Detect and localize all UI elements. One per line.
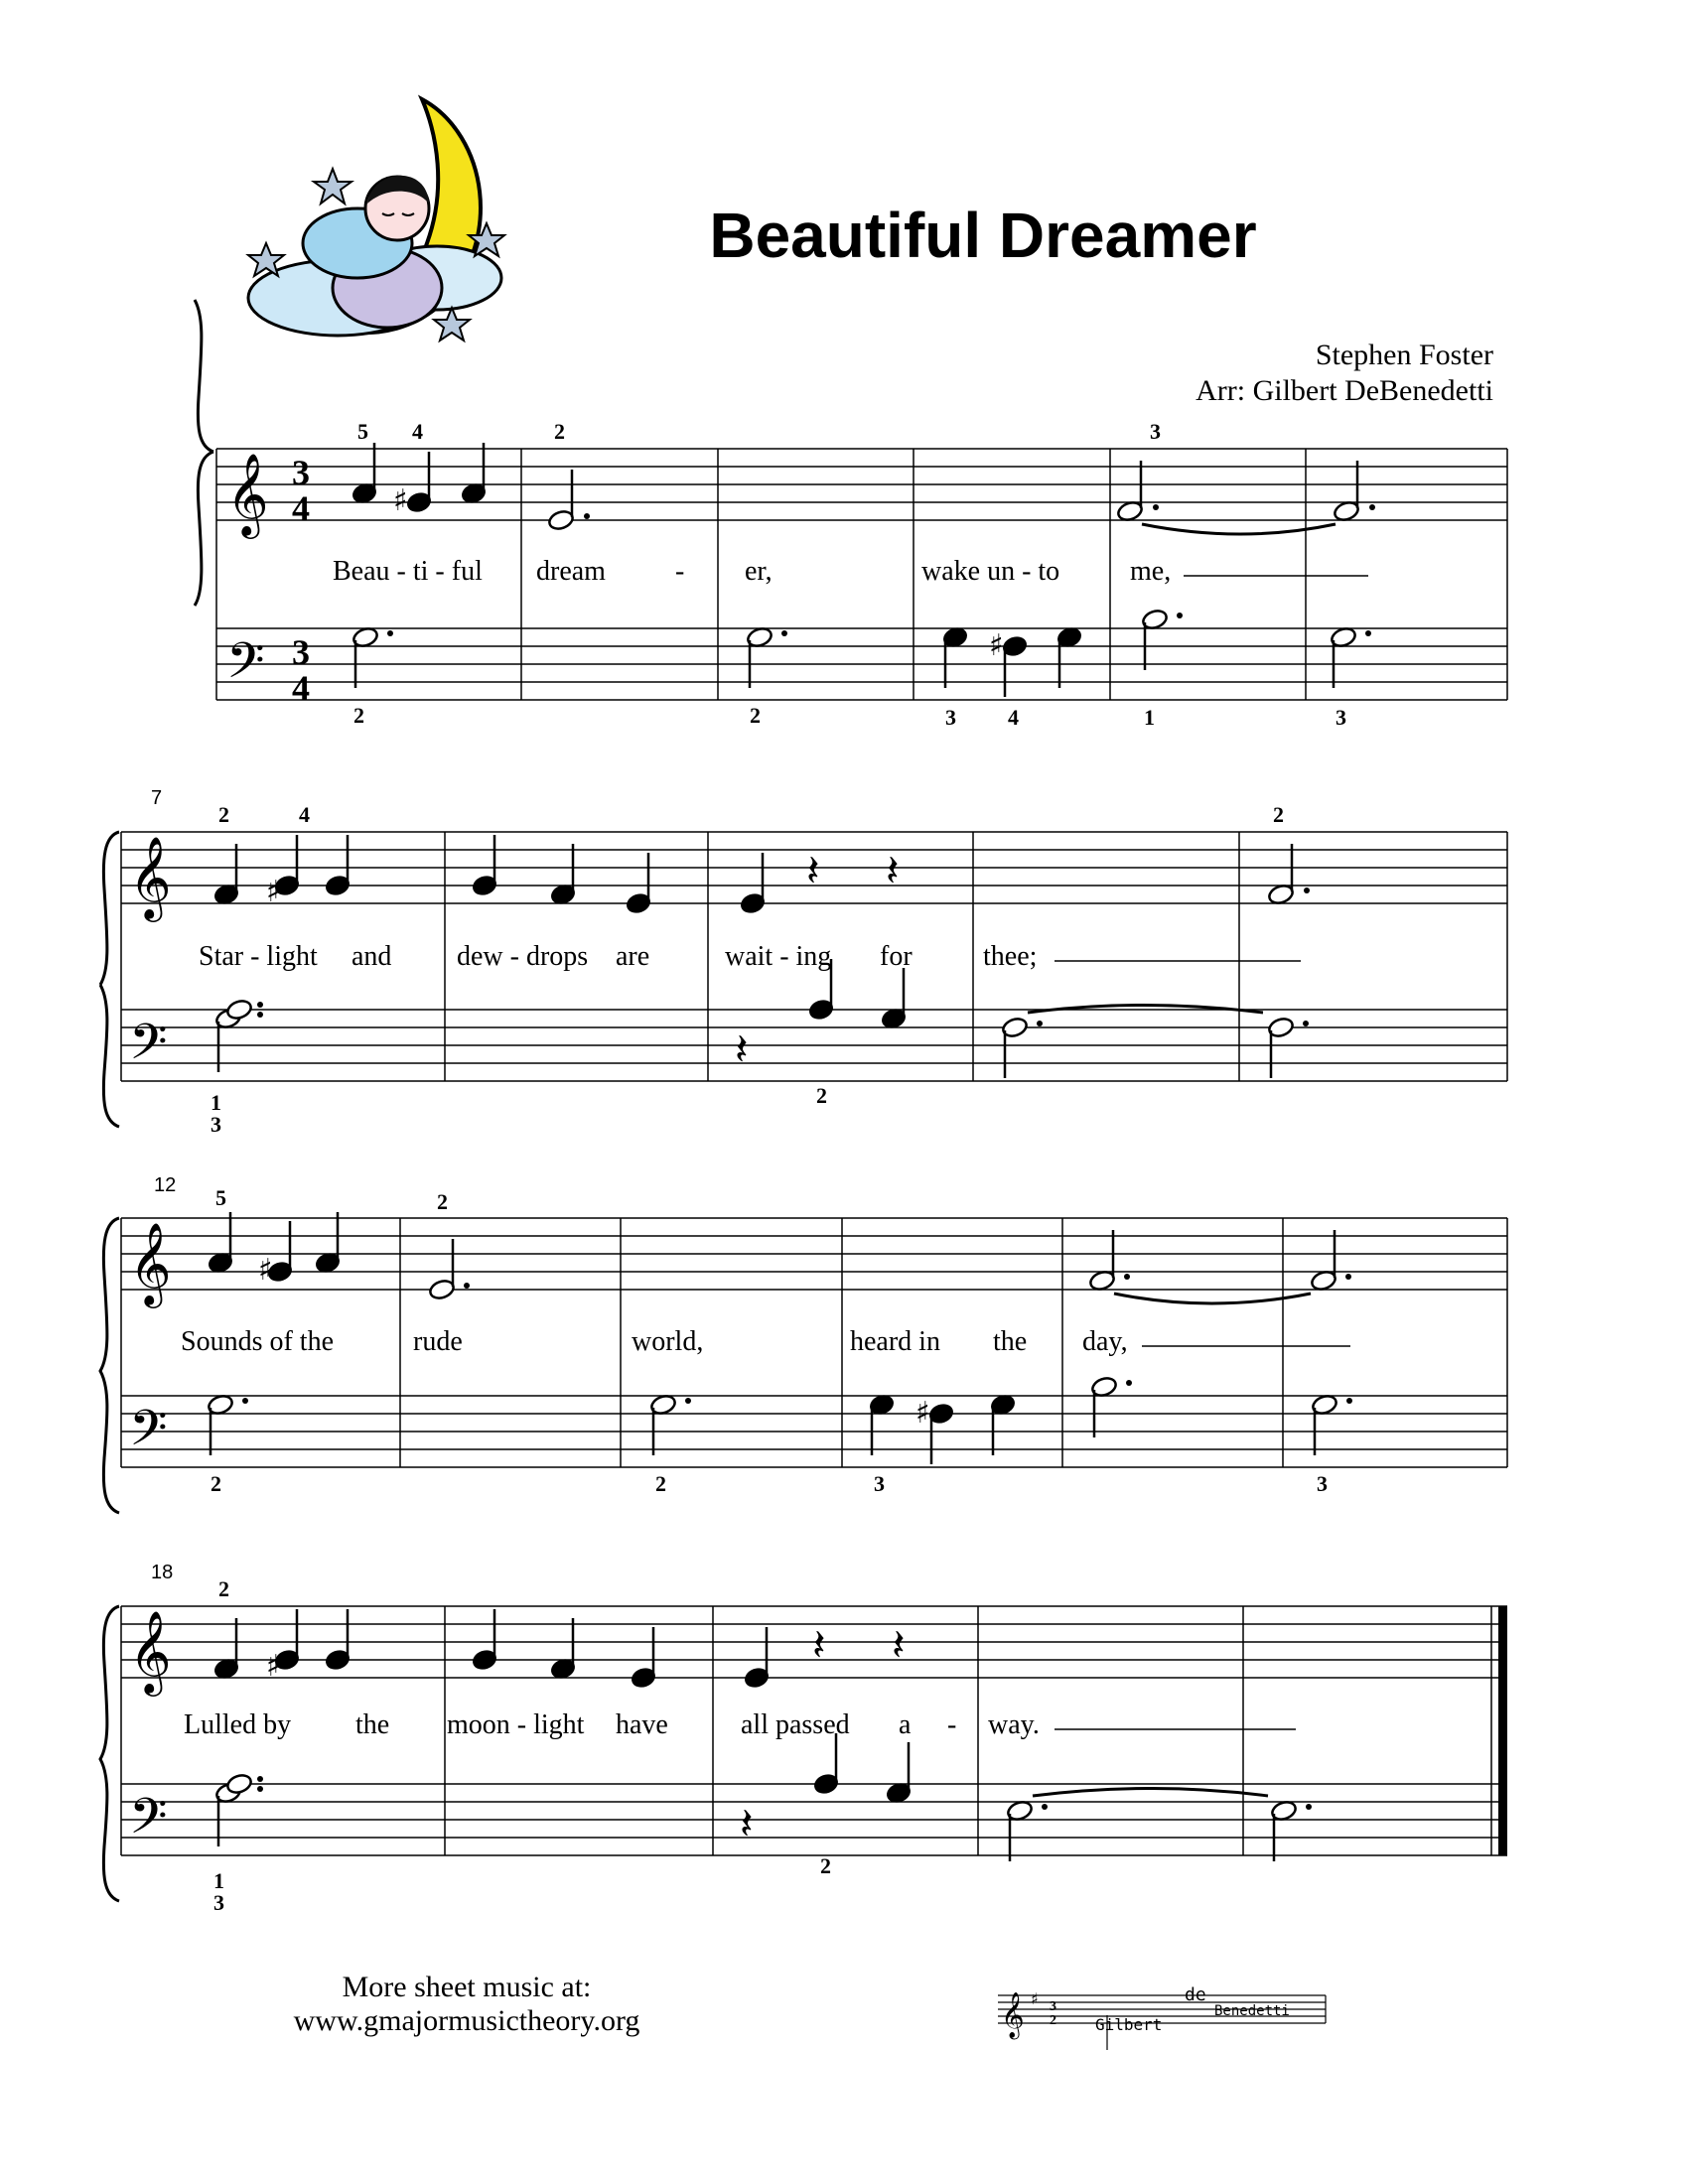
svg-text:3: 3 xyxy=(874,1471,885,1496)
svg-text:𝄽: 𝄽 xyxy=(735,1024,749,1075)
fingering xyxy=(213,1576,831,1915)
brace xyxy=(100,1218,119,1513)
bass-clef-icon: 𝄢 xyxy=(129,1014,168,1083)
svg-text:𝄽: 𝄽 xyxy=(892,1620,906,1671)
svg-text:Star - light: Star - light xyxy=(199,941,318,972)
logo-first-name: Gilbert xyxy=(1095,2015,1163,2034)
svg-text:4: 4 xyxy=(292,668,310,708)
svg-text:𝄽: 𝄽 xyxy=(812,1620,826,1671)
brace xyxy=(100,1606,119,1901)
lyric: er, xyxy=(745,556,773,587)
treble-notes xyxy=(213,835,1295,914)
svg-text:moon - light: moon - light xyxy=(447,1709,585,1740)
treble-clef-icon: 𝄞 xyxy=(129,835,172,918)
treble-clef-icon: 𝄞 xyxy=(129,1609,172,1693)
svg-text:2: 2 xyxy=(353,703,364,728)
svg-text:2: 2 xyxy=(218,802,229,827)
svg-text:2: 2 xyxy=(816,1083,827,1108)
svg-text:the: the xyxy=(355,1709,390,1740)
svg-text:3: 3 xyxy=(945,705,956,730)
lyric: - xyxy=(675,556,685,587)
footer-line-1: More sheet music at: xyxy=(342,1971,592,2003)
lyric: wake un - to xyxy=(921,556,1060,587)
svg-text:3: 3 xyxy=(211,1112,221,1137)
svg-text:-: - xyxy=(947,1709,957,1740)
lyrics-line-2 xyxy=(199,941,1037,972)
lyric: dream xyxy=(536,556,606,587)
svg-text:Lulled by: Lulled by xyxy=(184,1709,292,1740)
svg-text:3: 3 xyxy=(292,632,310,672)
music-system-2 xyxy=(0,774,1688,1152)
svg-text:♯: ♯ xyxy=(266,875,281,909)
svg-text:wait - ing: wait - ing xyxy=(725,941,832,972)
footer xyxy=(268,1971,665,2038)
svg-text:and: and xyxy=(352,941,392,972)
lyric: me, xyxy=(1130,556,1172,587)
svg-text:2: 2 xyxy=(820,1853,831,1878)
sharp-icon: ♯ xyxy=(393,483,408,518)
svg-text:the: the xyxy=(993,1326,1028,1357)
svg-text:5: 5 xyxy=(215,1185,226,1210)
svg-text:♯: ♯ xyxy=(258,1253,273,1288)
bass-clef-icon: 𝄢 xyxy=(226,632,265,702)
svg-text:dew - drops: dew - drops xyxy=(457,941,589,972)
svg-text:♯: ♯ xyxy=(1031,1989,1039,2008)
arranger: Arr: Gilbert DeBenedetti xyxy=(1196,374,1493,407)
svg-text:3: 3 xyxy=(213,1890,224,1915)
music-system-1 xyxy=(0,0,1688,754)
svg-text:way.: way. xyxy=(988,1709,1040,1740)
svg-text:2: 2 xyxy=(750,703,761,728)
svg-text:2: 2 xyxy=(211,1471,221,1496)
music-system-3 xyxy=(0,1161,1688,1519)
svg-text:Sounds of the: Sounds of the xyxy=(181,1326,334,1357)
svg-text:for: for xyxy=(880,941,913,972)
logo-last-name: Benedetti xyxy=(1214,2003,1290,2019)
bass-notes xyxy=(214,1733,1298,1861)
bass-notes xyxy=(352,608,1357,697)
svg-text:2: 2 xyxy=(437,1189,448,1214)
measure-number: 12 xyxy=(154,1174,177,1196)
svg-text:𝄽: 𝄽 xyxy=(886,846,900,896)
svg-text:a: a xyxy=(899,1709,912,1740)
svg-text:3: 3 xyxy=(292,453,310,492)
composer: Stephen Foster xyxy=(1315,339,1493,371)
svg-text:2: 2 xyxy=(655,1471,666,1496)
svg-text:4: 4 xyxy=(412,419,423,444)
svg-text:𝄽: 𝄽 xyxy=(740,1799,754,1849)
gilbert-debenedetti-logo xyxy=(998,1971,1336,2060)
rest-icon xyxy=(806,846,899,896)
brace xyxy=(195,300,213,606)
svg-text:4: 4 xyxy=(292,488,310,528)
brace xyxy=(100,832,119,985)
song-title: Beautiful Dreamer xyxy=(709,200,1257,271)
svg-text:1: 1 xyxy=(1144,705,1155,730)
measure-number: 18 xyxy=(151,1562,174,1583)
svg-text:heard in: heard in xyxy=(850,1326,940,1357)
lyrics-line-1 xyxy=(333,556,1171,587)
svg-text:world,: world, xyxy=(632,1326,704,1357)
svg-text:1: 1 xyxy=(213,1868,224,1893)
lyrics-line-3 xyxy=(181,1326,1128,1357)
svg-text:♯: ♯ xyxy=(989,628,1004,663)
measure-number: 7 xyxy=(151,787,163,809)
svg-text:2: 2 xyxy=(1050,2013,1056,2028)
treble-notes xyxy=(213,1609,770,1689)
svg-text:2: 2 xyxy=(218,1576,229,1601)
svg-text:2: 2 xyxy=(1273,802,1284,827)
bass-notes xyxy=(207,1375,1338,1464)
svg-text:day,: day, xyxy=(1082,1326,1128,1357)
music-system-4 xyxy=(0,1549,1688,1926)
lyric: Beau - ti - ful xyxy=(333,556,483,587)
svg-text:1: 1 xyxy=(211,1090,221,1115)
svg-text:4: 4 xyxy=(1008,705,1019,730)
svg-text:2: 2 xyxy=(554,419,565,444)
svg-text:have: have xyxy=(616,1709,668,1740)
svg-text:3: 3 xyxy=(1150,419,1161,444)
bass-clef-icon: 𝄢 xyxy=(129,1788,168,1857)
treble-clef-icon: 𝄞 xyxy=(129,1221,172,1304)
svg-text:3: 3 xyxy=(1336,705,1346,730)
time-signature xyxy=(292,453,310,708)
svg-text:♯: ♯ xyxy=(266,1649,281,1684)
svg-text:♯: ♯ xyxy=(915,1396,930,1431)
fingering xyxy=(353,419,1346,730)
treble-clef-icon: 𝄞 xyxy=(226,452,269,535)
logo-particle: de xyxy=(1185,1984,1206,2005)
svg-text:4: 4 xyxy=(299,802,310,827)
svg-text:3: 3 xyxy=(1317,1471,1328,1496)
lyrics-line-4 xyxy=(184,1709,1040,1740)
svg-text:𝄽: 𝄽 xyxy=(806,846,820,896)
footer-url[interactable]: www.gmajormusictheory.org xyxy=(293,2004,640,2037)
svg-text:thee;: thee; xyxy=(983,941,1038,972)
treble-clef-icon: 𝄞 xyxy=(1001,1992,1025,2038)
bass-notes xyxy=(214,959,1295,1078)
svg-text:all passed: all passed xyxy=(741,1709,850,1740)
svg-text:rude: rude xyxy=(413,1326,463,1357)
bass-clef-icon: 𝄢 xyxy=(129,1400,168,1469)
final-barline xyxy=(1498,1606,1507,1855)
svg-text:5: 5 xyxy=(357,419,368,444)
svg-text:are: are xyxy=(616,941,650,972)
svg-text:3: 3 xyxy=(1050,1999,1056,2014)
